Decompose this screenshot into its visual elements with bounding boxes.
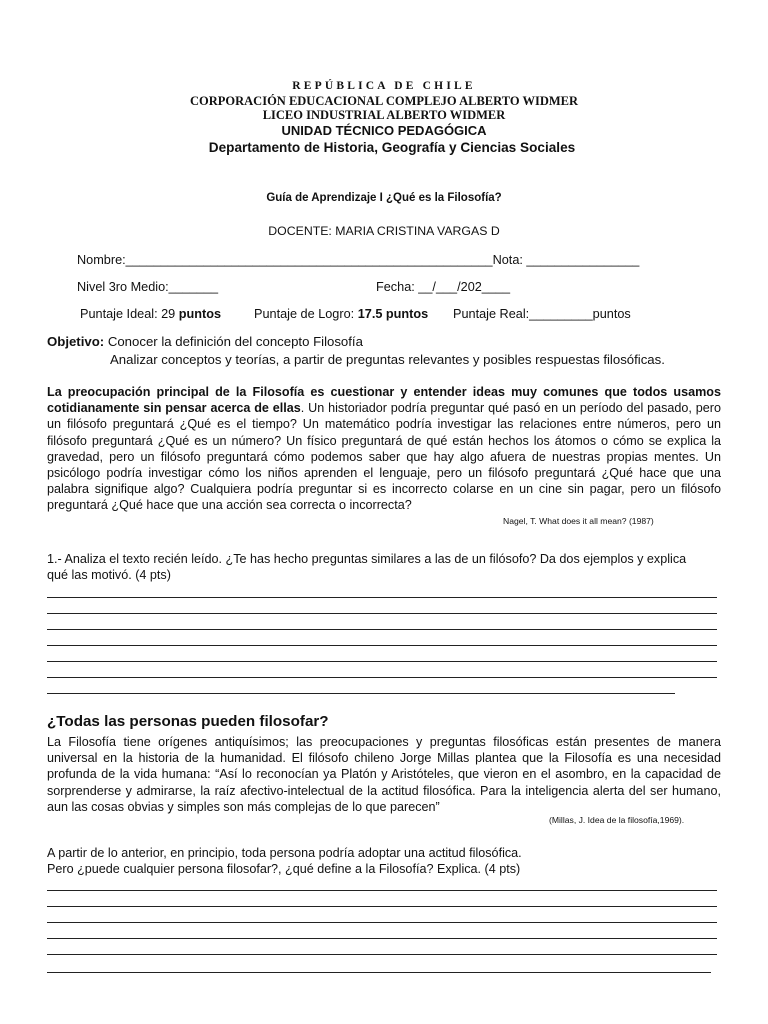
date-field[interactable]: Fecha: __/___/202____ <box>376 280 511 294</box>
answer-line[interactable] <box>47 693 675 694</box>
citation-millas: (Millas, J. Idea de la filosofía,1969). <box>549 815 685 825</box>
objective-line2: Analizar conceptos y teorías, a partir de preguntas relevantes y posibles respuestas filosóficas. <box>110 352 665 367</box>
answer-line[interactable] <box>47 645 717 646</box>
ideal-score: Puntaje Ideal: 29 puntos <box>80 307 222 321</box>
teacher-name: DOCENTE: MARIA CRISTINA VARGAS D <box>268 224 500 238</box>
answer-line[interactable] <box>47 972 711 973</box>
section-2-heading: ¿Todas las personas pueden filosofar? <box>47 713 329 730</box>
answer-line[interactable] <box>47 597 717 598</box>
header-corporation: CORPORACIÓN EDUCACIONAL COMPLEJO ALBERTO WIDMER <box>189 94 579 108</box>
logro-score: Puntaje de Logro: 17.5 puntos <box>254 307 429 321</box>
answer-line[interactable] <box>47 629 717 630</box>
answer-line[interactable] <box>47 906 717 907</box>
question-1-line2: qué las motivó. (4 pts) <box>47 568 171 582</box>
answer-line[interactable] <box>47 954 717 955</box>
answer-line[interactable] <box>47 661 717 662</box>
objective-line1: Objetivo: Conocer la definición del concepto Filosofía <box>47 334 363 349</box>
header-department: Departamento de Historia, Geografía y Ciencias Sociales <box>208 140 576 155</box>
reading-text-1: La preocupación principal de la Filosofía es cuestionar y entender ideas muy comunes que todos usamos cotidianamente sin pensar acerca de ellas. Un historiador podría preguntar qué pasó en un período del pasado, pero un filósofo preguntará ¿Qué es el tiempo? Un matemático podría investigar las relaciones entre números, pero un filósofo preguntará ¿Qué es un número? Un físico preguntará de qué están hechos los átomos o cómo se explica la gravedad, pero un filósofo preguntará cómo podemos saber que hay algo afuera de nuestras propias mentes. Un psicólogo podría investigar cómo los niños aprenden el lenguaje, pero un filósofo preguntará ¿Qué hace que una palabra signifique algo? Cualquiera podría preguntar si es incorrecto colarse en un cine sin pagar, pero un filósofo preguntará ¿Qué hace que una acción sea correcta o incorrecta? <box>47 385 721 513</box>
guide-title: Guía de Aprendizaje I ¿Qué es la Filosofía? <box>266 192 502 204</box>
header-unit: UNIDAD TÉCNICO PEDAGÓGICA <box>281 123 487 138</box>
answer-line[interactable] <box>47 613 717 614</box>
answer-line[interactable] <box>47 890 717 891</box>
answer-line[interactable] <box>47 677 717 678</box>
citation-nagel: Nagel, T. What does it all mean? (1987) <box>503 516 654 526</box>
answer-line[interactable] <box>47 922 717 923</box>
question-2-line1: A partir de lo anterior, en principio, toda persona podría adoptar una actitud filosófica. <box>47 846 522 860</box>
header-country: REPÚBLICA DE CHILE <box>292 80 476 92</box>
reading-text-2: La Filosofía tiene orígenes antiquísimos; las preocupaciones y preguntas filosóficas están presentes de manera universal en la historia de la humanidad. El filósofo chileno Jorge Millas plantea que la Filosofía es una necesidad profunda de la vida humana: “Así lo reconocían ya Platón y Aristóteles, que vieron en el asombro, en la capacidad de sorprenderse y admirarse, la raíz afectivo-intelectual de la actitud filosófica. Para la inteligencia alerta del ser humano, aun las cosas obvias y simples son más complejas de lo que parecen” <box>47 735 721 814</box>
header-school: LICEO INDUSTRIAL ALBERTO WIDMER <box>262 108 506 122</box>
real-score-field[interactable]: Puntaje Real:_________puntos <box>453 307 631 321</box>
level-field[interactable]: Nivel 3ro Medio:_______ <box>77 280 219 294</box>
answer-line[interactable] <box>47 938 717 939</box>
question-1-line1: 1.- Analiza el texto recién leído. ¿Te has hecho preguntas similares a las de un filósofo? Da dos ejemplos y explica <box>47 552 687 566</box>
name-field[interactable]: Nombre:____________________________________________________Nota: ________________ <box>77 253 640 267</box>
question-2-line2: Pero ¿puede cualquier persona filosofar?, ¿qué define a la Filosofía? Explica. (4 pts) <box>47 862 521 876</box>
